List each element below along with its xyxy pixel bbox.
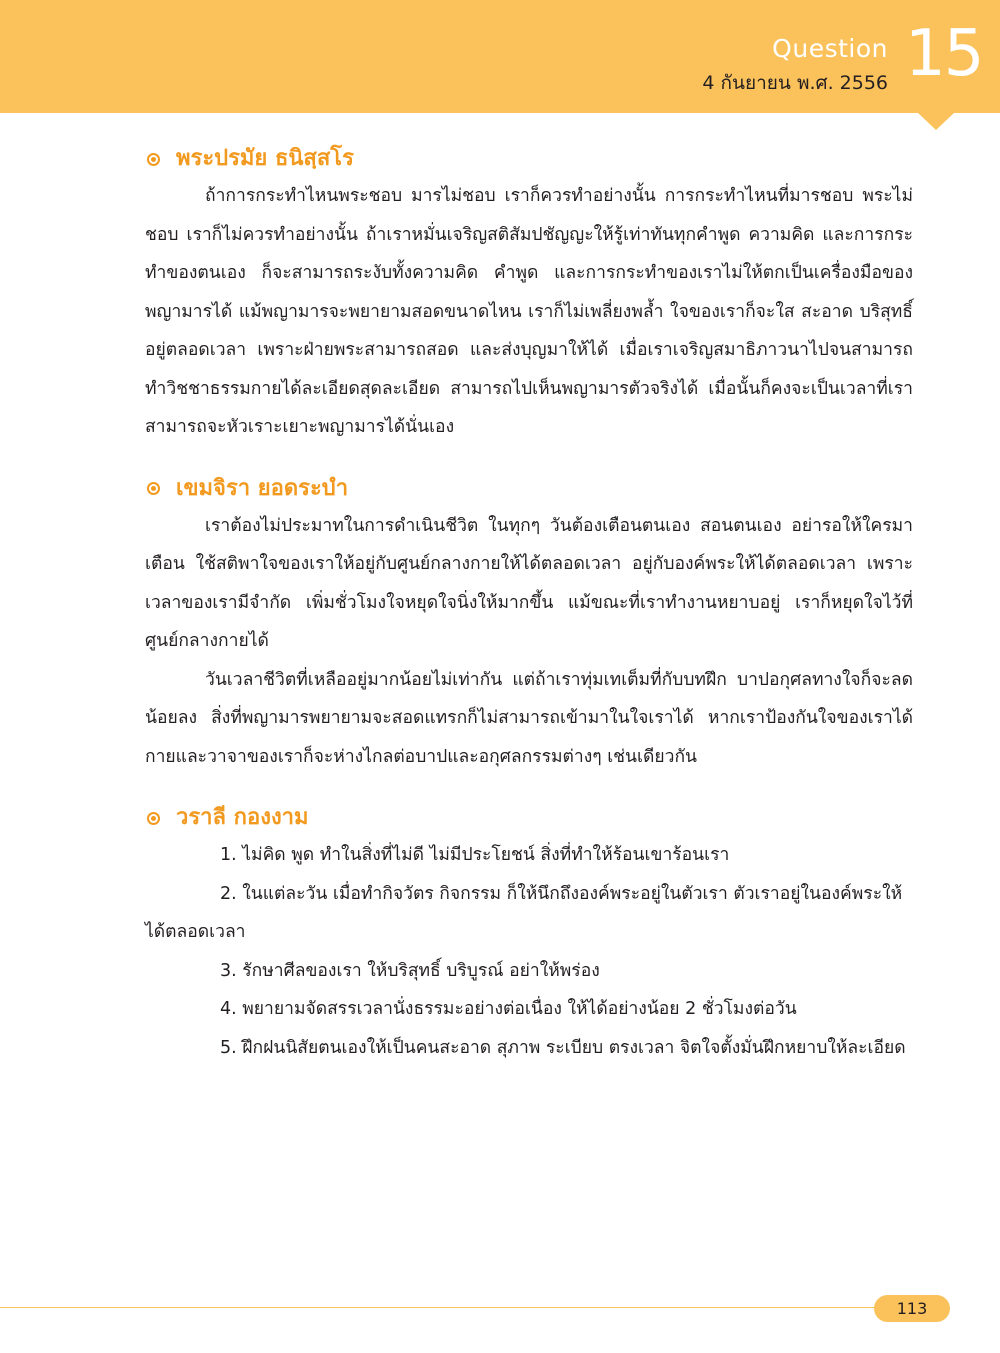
section-khemjira bbox=[145, 471, 913, 777]
section-title bbox=[145, 141, 913, 177]
list-item: 5. ฝึกฝนนิสัยตนเองให้เป็นคนสะอาด สุภาพ ระเบียบ ตรงเวลา จิตใจตั้งมั่นฝึกหยาบให้ละเอียด bbox=[220, 1037, 906, 1058]
list-item: 2. ในแต่ละวัน เมื่อทำกิจวัตร กิจกรรม ก็ให้นึกถึงองค์พระอยู่ในตัวเรา ตัวเราอยู่ในองค์พระให้ได้ตลอดเวลา bbox=[145, 883, 903, 942]
paragraph: ถ้าการกระทำไหนพระชอบ มารไม่ชอบ เราก็ควรทำอย่างนั้น การกระทำไหนที่มารชอบ พระไม่ชอบ เราก็ไม่ควรทำอย่างนั้น ถ้าเราหมั่นเจริญสติสัมปชัญญะให้รู้เท่าทันทุกคำพูด ความคิด และการกระทำของตนเอง ก็จะสามารถระงับทั้งความคิด คำพูด และการกระทำของเราไม่ให้ตกเป็นเครื่องมือของพญามารได้ แม้พญามารจะพยายามสอดขนาดไหน เราก็ไม่เพลี่ยงพล้ำ ใจของเราก็จะใส สะอาด บริสุทธิ์อยู่ตลอดเวลา เพราะฝ่ายพระสามารถสอด และส่งบุญมาให้ได้ เมื่อเราเจริญสมาธิภาวนาไปจนสามารถทำวิชชาธรรมกายได้ละเอียดสุดละเอียด สามารถไปเห็นพญามารตัวจริงได้ เมื่อนั้นก็คงจะเป็นเวลาที่เราสามารถจะหัวเราะเยาะพญามารได้นั่นเอง bbox=[145, 186, 913, 437]
list-item: 4. พยายามจัดสรรเวลานั่งธรรมะอย่างต่อเนื่อง ให้ได้อย่างน้อย 2 ชั่วโมงต่อวัน bbox=[220, 999, 797, 1019]
list-item: 1. ไม่คิด พูด ทำในสิ่งที่ไม่ดี ไม่มีประโยชน์ สิ่งที่ทำให้ร้อนเขาร้อนเรา bbox=[220, 845, 730, 865]
section-title-text: พระปรมัย ธนิสฺสโร bbox=[176, 146, 354, 171]
paragraph: เราต้องไม่ประมาทในการดำเนินชีวิต ในทุกๆ วันต้องเตือนตนเอง สอนตนเอง อย่ารอให้ใครมาเตือน ใช้สติพาใจของเราให้อยู่กับศูนย์กลางกายให้ได้ตลอดเวลา อยู่กับองค์พระให้ได้ตลอดเวลา เพราะเวลาของเรามีจำกัด เพิ่มชั่วโมงใจหยุดใจนิ่งให้มากขึ้น แม้ขณะที่เราทำงานหยาบอยู่ เราก็หยุดใจไว้ที่ศูนย์กลางกายได้ bbox=[145, 515, 913, 651]
question-label: Question bbox=[772, 34, 888, 63]
bullet-icon bbox=[147, 812, 160, 825]
question-date: 4 กันยายน พ.ศ. 2556 bbox=[702, 72, 888, 94]
page-number: 113 bbox=[874, 1295, 950, 1322]
page-content bbox=[145, 141, 913, 1091]
footer-divider bbox=[0, 1307, 880, 1308]
list-item: 3. รักษาศีลของเรา ให้บริสุทธิ์ บริบูรณ์ อย่าให้พร่อง bbox=[220, 960, 600, 981]
section-title bbox=[145, 800, 913, 836]
section-title-text: เขมจิรา ยอดระบำ bbox=[176, 475, 349, 501]
bullet-icon bbox=[147, 153, 160, 166]
bullet-icon bbox=[147, 482, 160, 495]
section-title-text: วราลี กองงาม bbox=[176, 805, 309, 830]
paragraph: วันเวลาชีวิตที่เหลืออยู่มากน้อยไม่เท่ากัน แต่ถ้าเราทุ่มเทเต็มที่กับบทฝึก บาปอกุศลทางใจก็จะลดน้อยลง สิ่งที่พญามารพยายามจะสอดแทรกก็ไม่สามารถเข้ามาในใจเราได้ หากเราป้องกันใจของเราได้ กายและวาจาของเราก็จะห่างไกลต่อบาปและอกุศลกรรมต่างๆ เช่นเดียวกัน bbox=[145, 669, 913, 767]
section-title bbox=[145, 471, 913, 507]
question-number: 15 bbox=[905, 17, 983, 91]
section-waralee bbox=[145, 800, 913, 1067]
section-phra-poramai bbox=[145, 141, 913, 447]
header-notch bbox=[917, 112, 955, 130]
